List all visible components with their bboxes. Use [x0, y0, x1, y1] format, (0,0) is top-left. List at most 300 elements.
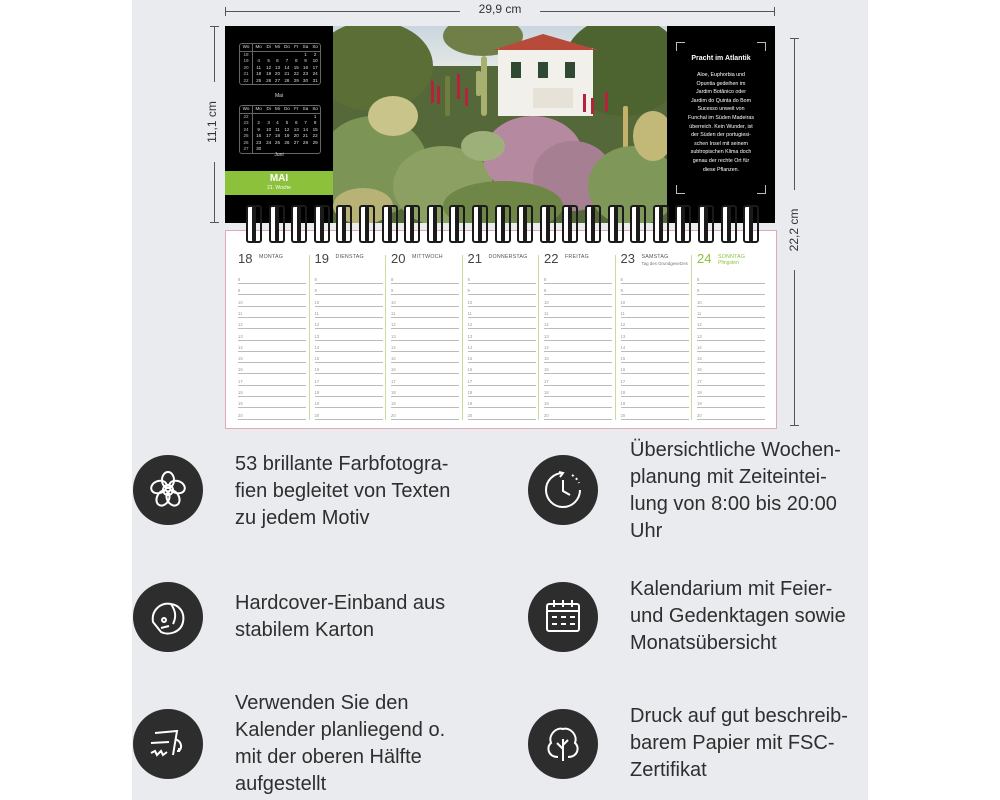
hour-line[interactable] [544, 419, 612, 420]
hour-label: 12 [620, 322, 626, 328]
spiral-coil [320, 205, 330, 243]
hour-label: 14 [467, 344, 473, 350]
hour-line[interactable] [697, 328, 765, 329]
hour-label: 18 [391, 390, 396, 395]
feature-usage-text [235, 690, 445, 798]
spiral-coil [659, 205, 669, 243]
width-tick-right [774, 7, 775, 16]
hour-line[interactable] [315, 362, 383, 363]
hour-label: 13 [238, 333, 243, 339]
hour-line[interactable] [544, 340, 612, 341]
spiral-coil [297, 205, 307, 243]
hour-label: 10 [467, 299, 473, 305]
spiral-coil [388, 205, 398, 243]
day-separator [538, 255, 539, 420]
hour-label: 16 [314, 367, 320, 373]
mini-cal-header-cell: Fr [292, 106, 301, 113]
spiral-coil [523, 205, 533, 243]
hour-line[interactable] [621, 385, 689, 386]
mini-cal-day-cell: 11 [275, 126, 280, 132]
hour-label: 16 [620, 367, 626, 373]
hour-line[interactable] [315, 283, 383, 284]
hour-line[interactable] [391, 283, 459, 284]
hour-line[interactable] [468, 294, 536, 295]
mini-cal-day-cell: 10 [312, 58, 318, 63]
day-separator [309, 255, 310, 420]
hour-label: 18 [544, 390, 549, 395]
mini-cal-day-cell: 12 [284, 126, 290, 132]
hour-line[interactable] [621, 340, 689, 341]
hour-line[interactable] [544, 385, 612, 386]
hour-label: 15 [391, 356, 396, 362]
mini-cal-day-cell: 2 [257, 120, 260, 125]
mini-cal-day-cell: 29 [312, 139, 318, 145]
spiral-coil [727, 205, 737, 243]
mini-cal-day-cell: 16 [256, 133, 262, 138]
month-bar [225, 171, 333, 195]
hour-line[interactable] [238, 362, 306, 363]
hour-line[interactable] [391, 306, 459, 307]
hour-label: 20 [238, 412, 243, 418]
mini-cal-day-cell: 5 [267, 58, 270, 63]
mini-cal-day-cell: 10 [266, 126, 272, 132]
hour-line[interactable] [468, 328, 536, 329]
feature-text-line: aufgestellt [235, 773, 327, 795]
day-column [391, 251, 463, 426]
feature-holidays-text [630, 576, 846, 657]
hour-label: 8 [697, 277, 700, 282]
hour-label: 20 [467, 412, 473, 418]
hour-line[interactable] [391, 385, 459, 386]
spiral-coil [365, 205, 375, 243]
day-column [621, 251, 693, 426]
hour-line[interactable] [621, 362, 689, 363]
mini-cal-header-cell: Mi [275, 106, 280, 111]
corner-top-right [757, 42, 766, 51]
hour-line[interactable] [238, 407, 306, 408]
day-name: DIENSTAG [335, 254, 364, 260]
spiral-coil [410, 205, 420, 243]
hour-label: 18 [238, 390, 243, 395]
top-height-dimension-label: 11,1 cm [205, 82, 219, 162]
mini-cal-day-cell: 18 [274, 133, 281, 138]
spiral-coil [681, 205, 691, 243]
day-number: 18 [238, 251, 253, 266]
hour-line[interactable] [697, 294, 765, 295]
mini-cal-day-cell: 30 [256, 146, 262, 151]
hour-label: 11 [620, 310, 625, 316]
mini-cal-header-cell: Mi [275, 44, 280, 49]
hour-label: 12 [238, 322, 243, 328]
day-column [468, 251, 540, 426]
day-separator [462, 255, 463, 420]
mini-cal-day-cell: 14 [284, 64, 290, 70]
feature-text-line: 53 brillante Farbfotogra- [235, 453, 449, 475]
hour-line[interactable] [391, 328, 459, 329]
day-name: MITTWOCH [412, 254, 443, 260]
day-name: MONTAG [259, 254, 284, 260]
mini-cal-day-cell: 20 [293, 133, 299, 138]
hour-line[interactable] [315, 407, 383, 408]
width-dimension-label: 29,9 cm [460, 2, 540, 16]
hour-label: 17 [391, 378, 396, 384]
hour-label: 9 [620, 288, 623, 294]
feature-text-line: und Gedenktagen sowie [630, 605, 846, 627]
hour-line[interactable] [697, 340, 765, 341]
feature-text-line: Verwenden Sie den [235, 692, 409, 714]
hour-label: 20 [314, 412, 320, 418]
hour-label: 8 [544, 277, 547, 282]
hour-line[interactable] [697, 373, 765, 374]
feature-text-line: stabilem Karton [235, 619, 374, 641]
mini-cal-header-cell: Mo [253, 106, 265, 113]
hour-label: 12 [544, 322, 549, 328]
hour-line[interactable] [544, 317, 612, 318]
tree-icon [528, 709, 598, 779]
hour-label: 20 [697, 412, 702, 418]
hour-label: 19 [544, 401, 549, 407]
feature-text-line: Kalender planliegend o. [235, 719, 446, 741]
day-name: DONNERSTAG [488, 254, 528, 260]
day-number: 19 [314, 251, 329, 266]
mini-cal-day-cell: 27 [293, 139, 299, 145]
stand-icon [133, 709, 203, 779]
mini-cal-day-cell: 27 [240, 146, 253, 153]
mini-cal-day-cell: 24 [240, 127, 253, 134]
hour-label: 9 [544, 288, 547, 294]
feature-text-line: Monatsübersicht [630, 632, 777, 654]
hour-line[interactable] [468, 351, 536, 352]
hour-line[interactable] [315, 396, 383, 397]
hour-line[interactable] [621, 407, 689, 408]
hour-label: 18 [697, 390, 702, 395]
day-number: 23 [620, 251, 635, 266]
hour-label: 19 [314, 401, 320, 407]
hour-line[interactable] [697, 317, 765, 318]
calendar-week-page [225, 230, 777, 429]
mini-cal-header-cell: So [310, 44, 320, 51]
hour-label: 10 [620, 299, 626, 305]
hour-label: 17 [314, 378, 320, 384]
hour-label: 15 [467, 356, 473, 362]
hour-label: 20 [620, 412, 626, 418]
hour-line[interactable] [621, 294, 689, 295]
hour-line[interactable] [697, 306, 765, 307]
mini-cal-day-cell: 24 [266, 139, 272, 145]
hour-label: 13 [620, 333, 626, 339]
hour-line[interactable] [621, 396, 689, 397]
day-number: 21 [467, 251, 482, 266]
hour-line[interactable] [621, 351, 689, 352]
hour-line[interactable] [468, 283, 536, 284]
hour-line[interactable] [468, 340, 536, 341]
mini-cal-day-cell: 6 [295, 120, 298, 125]
mini-cal-day-cell: 11 [256, 64, 262, 70]
feature-text-line: Uhr [630, 520, 663, 542]
hour-line[interactable] [238, 306, 306, 307]
hour-line[interactable] [697, 396, 765, 397]
photo-text-body [676, 71, 766, 174]
hour-label: 16 [544, 367, 549, 373]
hour-label: 19 [391, 401, 396, 407]
hour-label: 15 [620, 356, 626, 362]
hour-label: 13 [467, 333, 473, 339]
mini-cal-day-cell: 26 [266, 77, 272, 83]
hour-label: 8 [238, 277, 241, 282]
calendar-top-page [225, 26, 775, 223]
hour-label: 10 [697, 299, 702, 305]
mini-cal-day-cell: 25 [240, 133, 253, 140]
spiral-coil [614, 205, 624, 243]
feature-text-line: lung von 8:00 bis 20:00 [630, 493, 837, 515]
hour-line[interactable] [621, 306, 689, 307]
hour-label: 17 [544, 378, 549, 384]
hour-line[interactable] [468, 306, 536, 307]
mini-cal-day-cell [273, 51, 282, 58]
day-separator [691, 255, 692, 420]
hour-line[interactable] [238, 373, 306, 374]
hour-label: 13 [391, 333, 396, 339]
hour-line[interactable] [621, 317, 689, 318]
hour-line[interactable] [468, 385, 536, 386]
mini-cal-header-cell: Wo [240, 106, 253, 113]
hour-line[interactable] [468, 373, 536, 374]
mini-cal-day-cell [292, 113, 301, 120]
hour-label: 14 [391, 344, 396, 350]
mini-cal-day-cell: 1 [304, 51, 307, 57]
hour-line[interactable] [238, 396, 306, 397]
hour-line[interactable] [391, 362, 459, 363]
hour-label: 11 [238, 310, 243, 316]
hour-line[interactable] [697, 283, 765, 284]
hour-line[interactable] [238, 340, 306, 341]
mini-cal-day-cell [264, 51, 273, 58]
hour-line[interactable] [391, 294, 459, 295]
mini-cal-day-cell: 13 [274, 64, 281, 70]
hour-label: 14 [620, 344, 626, 350]
hour-label: 11 [467, 310, 472, 316]
mini-cal-day-cell: 26 [240, 140, 253, 147]
mini-cal-header-cell: Sa [302, 44, 309, 49]
spiral-coil [749, 205, 759, 243]
hour-line[interactable] [391, 373, 459, 374]
mini-cal-day-cell: 16 [302, 64, 309, 70]
hour-line[interactable] [544, 351, 612, 352]
spiral-binding [246, 205, 766, 243]
hour-line[interactable] [315, 328, 383, 329]
photo-text-line: Funchal im Süden Madeiras [688, 114, 754, 121]
spiral-coil [478, 205, 488, 243]
mini-cal-day-cell: 19 [284, 133, 290, 138]
hour-line[interactable] [621, 373, 689, 374]
mini-cal-day-cell: 28 [302, 139, 309, 145]
mini-cal-day-cell: 22 [293, 71, 299, 76]
mini-cal-header-cell: Do [282, 44, 292, 51]
spiral-coil [501, 205, 511, 243]
clock-icon [528, 455, 598, 525]
mini-cal-day-cell: 22 [240, 78, 253, 85]
mini-calendar-june-label: Juni [274, 152, 284, 158]
mini-cal-day-cell: 15 [293, 64, 299, 70]
mini-cal-day-cell: 23 [256, 139, 262, 145]
hour-line[interactable] [544, 373, 612, 374]
hour-line[interactable] [544, 396, 612, 397]
hour-label: 16 [467, 367, 473, 373]
hour-line[interactable] [544, 283, 612, 284]
hour-label: 12 [391, 322, 396, 328]
hour-line[interactable] [238, 351, 306, 352]
day-holiday-label: Pfingsten [718, 260, 739, 266]
hour-label: 16 [391, 367, 396, 373]
mini-cal-day-cell: 9 [257, 126, 260, 132]
hour-line[interactable] [315, 317, 383, 318]
mini-cal-day-cell: 18 [256, 71, 262, 76]
photo-text-line: Sucesso unweit von [697, 106, 745, 113]
feature-text-line: Hardcover-Einband aus [235, 592, 446, 614]
hour-line[interactable] [544, 294, 612, 295]
spiral-coil [636, 205, 646, 243]
photo-text-line: Jardim do Quinta do Bom [690, 97, 752, 104]
top-height-tick-bottom [210, 222, 219, 223]
mini-cal-day-cell: 14 [302, 126, 309, 132]
hour-line[interactable] [468, 407, 536, 408]
hour-line[interactable] [238, 283, 306, 284]
hour-label: 19 [238, 401, 243, 407]
feature-fsc-paper-text [630, 703, 848, 784]
photo-text-line: überreich. Kein Wunder, ist [689, 123, 753, 130]
hour-line[interactable] [391, 351, 459, 352]
hour-line[interactable] [238, 385, 306, 386]
feature-hardcover-text [235, 590, 445, 644]
hour-line[interactable] [315, 385, 383, 386]
width-tick-left [225, 7, 226, 16]
feature-text-line: mit der oberen Hälfte [235, 746, 422, 768]
hour-label: 12 [314, 322, 320, 328]
photo-text-line: genau der rechte Ort für [692, 157, 750, 164]
mini-cal-day-cell: 4 [257, 58, 260, 63]
hour-line[interactable] [391, 340, 459, 341]
calendar-icon [528, 582, 598, 652]
day-number: 20 [391, 251, 406, 266]
spiral-coil [252, 205, 262, 243]
mini-cal-day-cell [273, 113, 282, 120]
hour-line[interactable] [315, 419, 383, 420]
hour-label: 12 [467, 322, 473, 328]
hour-label: 14 [544, 344, 549, 350]
hour-line[interactable] [238, 328, 306, 329]
mini-cal-day-cell [282, 113, 292, 120]
hour-line[interactable] [391, 396, 459, 397]
spiral-coil [455, 205, 465, 243]
feature-text-line: fien begleitet von Texten [235, 480, 451, 502]
week-label: 21. Woche [267, 185, 291, 191]
spiral-coil [275, 205, 285, 243]
hour-line[interactable] [468, 419, 536, 420]
feature-text-line: Kalendarium mit Feier- [630, 578, 833, 600]
mini-cal-day-cell: 17 [312, 64, 318, 70]
mini-cal-day-cell: 20 [274, 71, 281, 76]
feature-text-line: Übersichtliche Wochen- [630, 439, 841, 461]
hour-line[interactable] [697, 419, 765, 420]
hour-line[interactable] [621, 419, 689, 420]
day-separator [385, 255, 386, 420]
hour-line[interactable] [468, 396, 536, 397]
mini-cal-day-cell: 19 [266, 71, 272, 76]
hour-label: 13 [314, 333, 320, 339]
hour-line[interactable] [697, 351, 765, 352]
mini-cal-header-cell: Di [264, 106, 273, 113]
hour-line[interactable] [544, 306, 612, 307]
hour-line[interactable] [315, 294, 383, 295]
hour-line[interactable] [391, 317, 459, 318]
hour-line[interactable] [391, 419, 459, 420]
hour-line[interactable] [238, 294, 306, 295]
hour-line[interactable] [621, 328, 689, 329]
mini-cal-day-cell [292, 51, 301, 58]
photo-text-line: schen Insel mit seinem [694, 140, 748, 147]
hour-line[interactable] [315, 373, 383, 374]
hour-label: 11 [391, 310, 396, 316]
feature-text-line: zu jedem Motiv [235, 507, 370, 529]
spiral-coil [546, 205, 556, 243]
hour-line[interactable] [697, 362, 765, 363]
hour-line[interactable] [238, 419, 306, 420]
mini-cal-day-cell: 26 [284, 139, 290, 145]
total-height-tick-top [790, 38, 799, 39]
hour-line[interactable] [697, 407, 765, 408]
hour-label: 8 [467, 277, 470, 282]
mini-cal-day-cell: 9 [304, 58, 307, 63]
mini-cal-day-cell: 21 [284, 71, 290, 76]
photo-text-line: diese Pflanzen. [702, 166, 740, 173]
mini-cal-day-cell [253, 113, 265, 120]
mini-cal-header-cell: So [310, 106, 320, 113]
hour-label: 8 [620, 277, 623, 282]
day-number: 24 [697, 251, 712, 266]
hour-label: 8 [314, 277, 317, 282]
hour-line[interactable] [468, 317, 536, 318]
spiral-coil [433, 205, 443, 243]
hour-label: 9 [697, 288, 700, 294]
hour-label: 12 [697, 322, 702, 328]
mini-cal-day-cell: 12 [266, 64, 272, 70]
feature-text-line: Zertifikat [630, 759, 707, 781]
mini-cal-header-cell: Fr [292, 44, 301, 51]
hour-line[interactable] [621, 283, 689, 284]
hour-line[interactable] [544, 362, 612, 363]
hour-line[interactable] [315, 351, 383, 352]
mini-cal-day-cell: 27 [274, 77, 281, 83]
hour-line[interactable] [544, 407, 612, 408]
hour-label: 19 [620, 401, 626, 407]
hour-line[interactable] [315, 340, 383, 341]
hour-line[interactable] [697, 385, 765, 386]
mini-cal-day-cell: 6 [276, 58, 279, 63]
mini-cal-day-cell: 17 [266, 133, 272, 138]
hour-line[interactable] [238, 317, 306, 318]
mini-cal-day-cell [253, 51, 265, 58]
hour-line[interactable] [468, 362, 536, 363]
mini-calendar-may-label: Mai [274, 93, 284, 99]
mini-cal-day-cell: 30 [302, 77, 309, 83]
mini-cal-day-cell: 21 [302, 133, 309, 138]
hour-line[interactable] [544, 328, 612, 329]
mini-cal-day-cell: 20 [240, 65, 253, 72]
mini-cal-day-cell: 29 [293, 77, 299, 83]
hour-line[interactable] [391, 407, 459, 408]
hour-line[interactable] [315, 306, 383, 307]
hour-label: 9 [314, 288, 317, 294]
